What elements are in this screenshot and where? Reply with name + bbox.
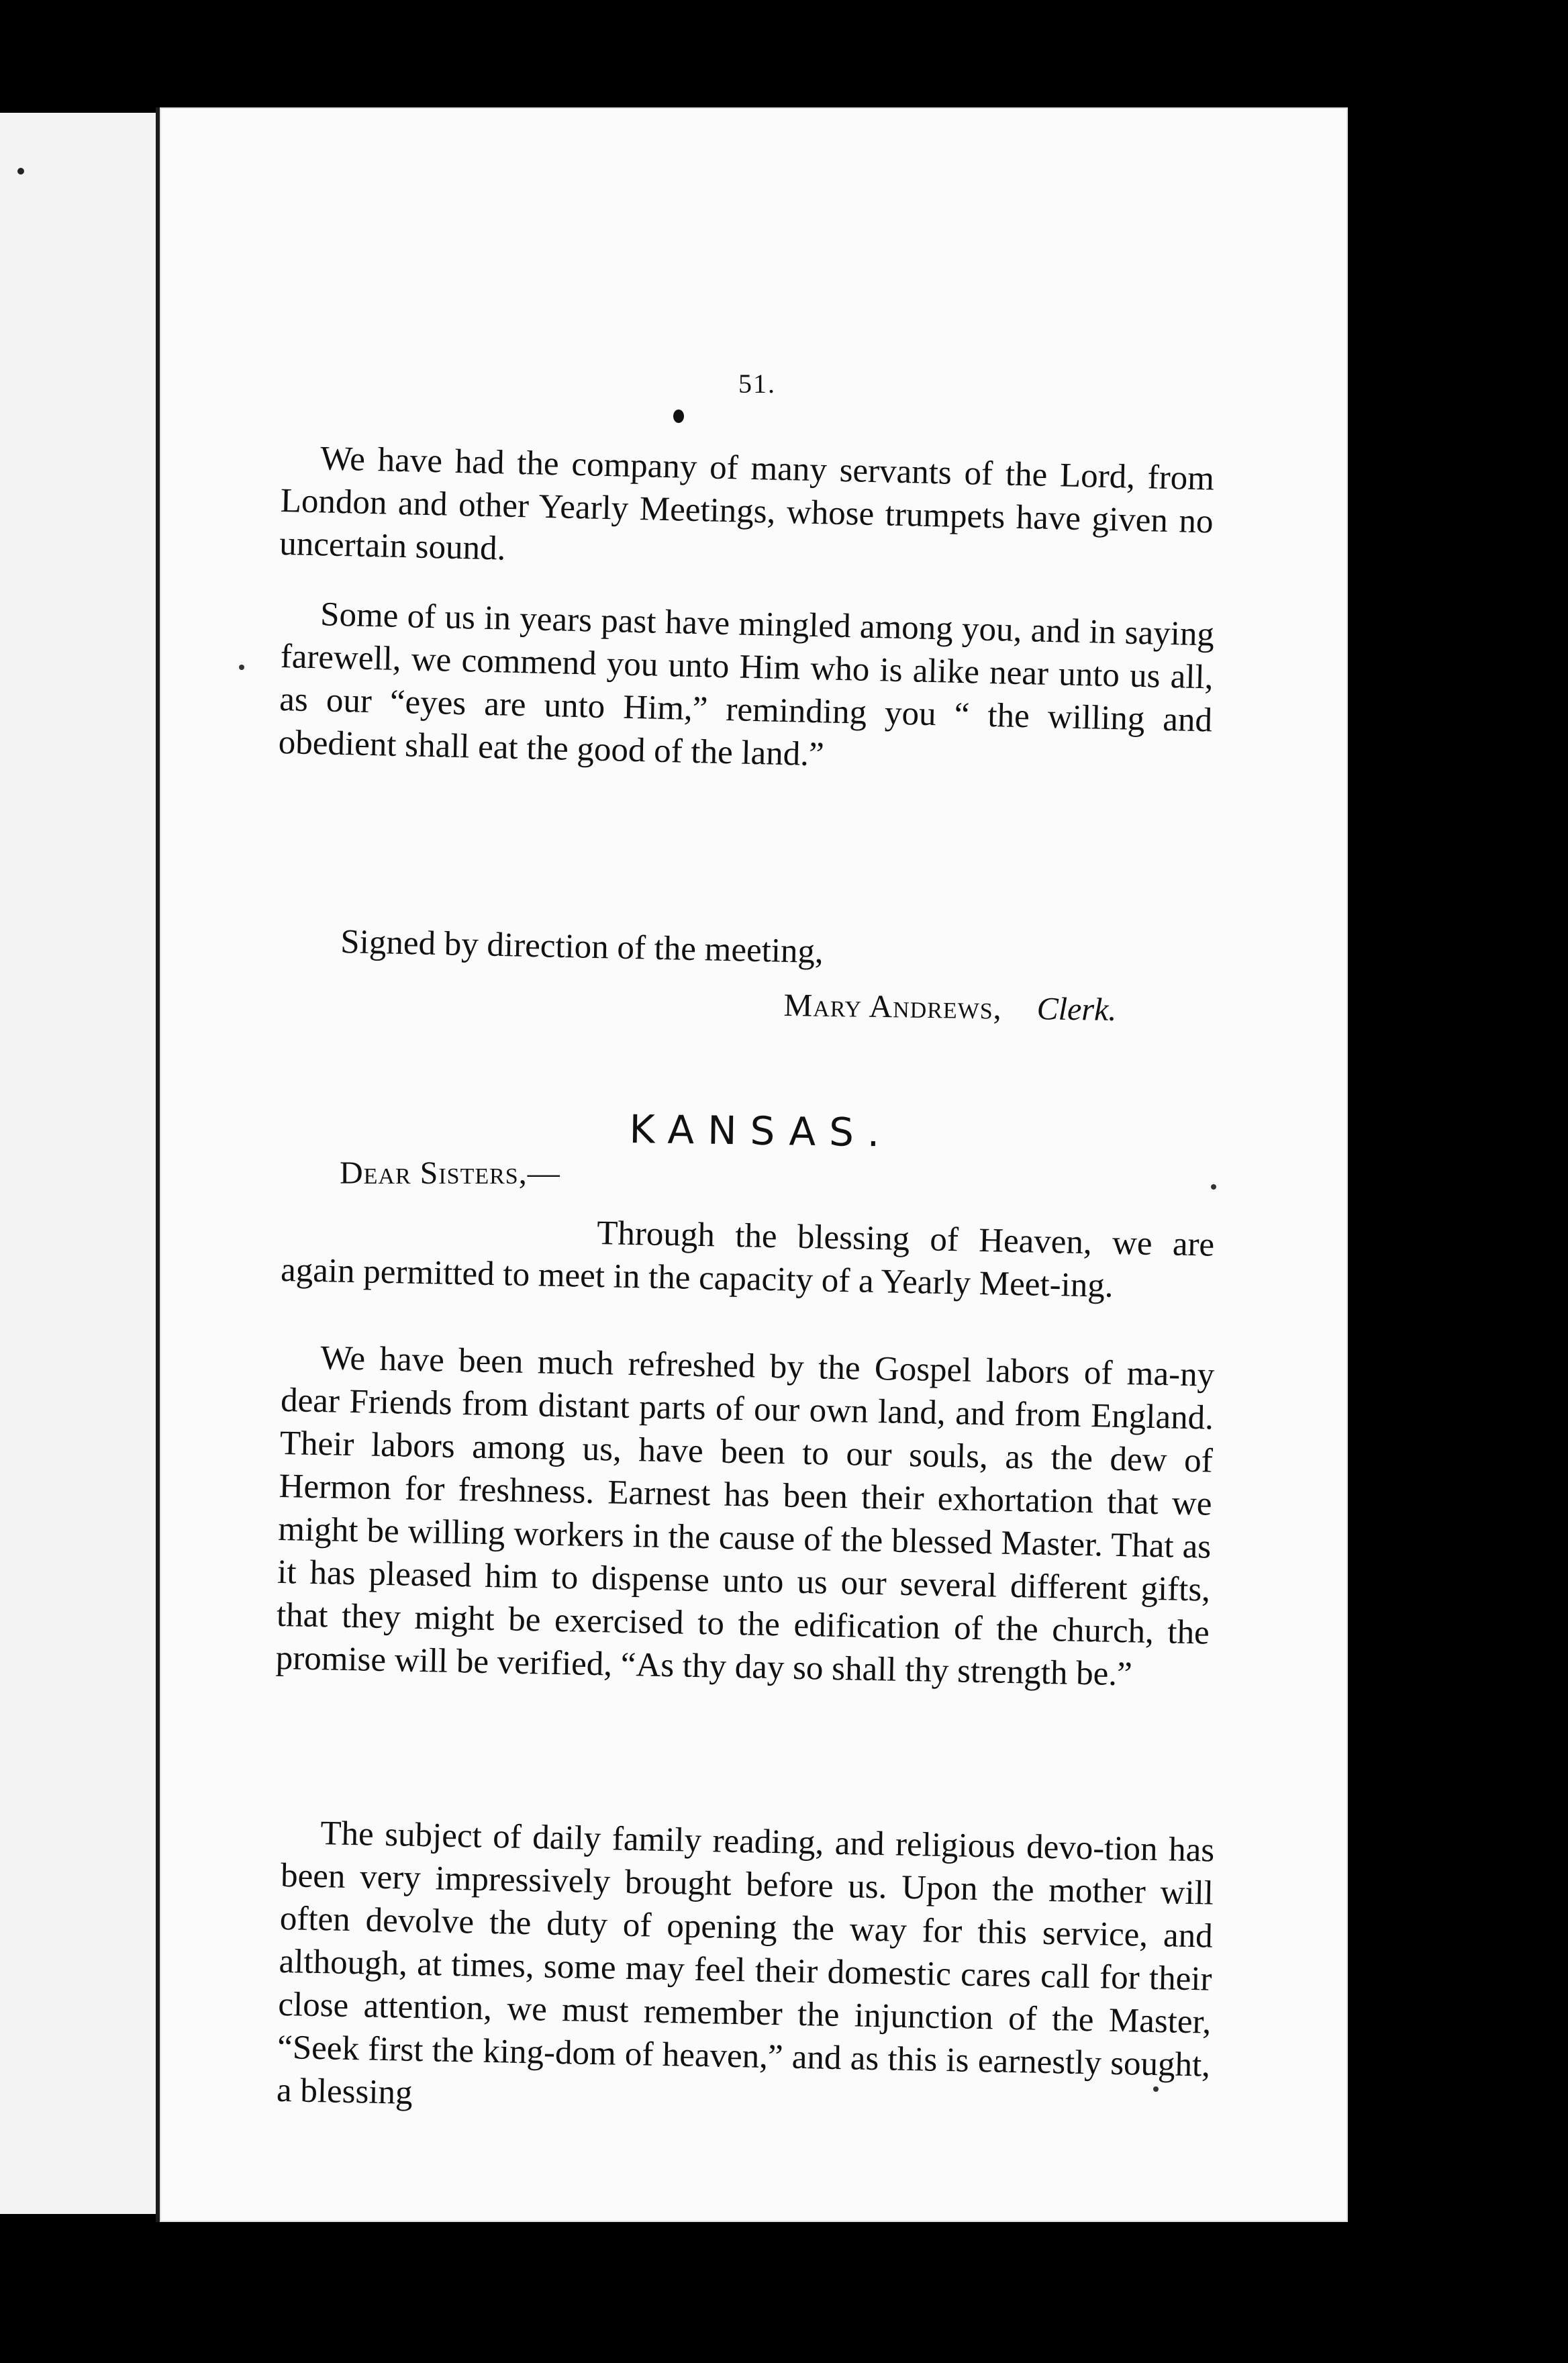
- signature-role: Clerk.: [1036, 991, 1117, 1028]
- body-paragraph-4: [275, 1336, 1215, 1698]
- page-number: 51.: [738, 369, 776, 399]
- section-heading: KANSAS.: [629, 1106, 893, 1156]
- paper-speck: [239, 665, 244, 670]
- paragraph-text: Some of us in years past have mingled among you, and in saying farewell, we commend you unto Him who is alike near unto us all, as our “eyes are unto Him,” reminding you “ the willing and obedient shall eat the good of the land.”: [278, 595, 1215, 774]
- paragraph-text: Through the blessing of Heaven, we are again permitted to meet in the capacity of a Yearly Meet-ing.: [280, 1214, 1215, 1305]
- paper-speck: [1153, 2086, 1159, 2092]
- ink-speck: [17, 168, 24, 175]
- body-paragraph-3: [281, 1206, 1215, 1310]
- paragraph-text: The subject of daily family reading, and religious devo-tion has been very impressively brought before us. Upon the mother will often devolve the duty of opening the way for this service, and although, at times, some may feel their domestic cares call for their close attention, we must remember the injunction of the Master, “Seek first the king-dom of heaven,” and as this is earnestly sought, a blessing: [276, 1815, 1215, 2112]
- signature-name: Mary Andrews,: [783, 987, 1003, 1026]
- paragraph-text: We have had the company of many servants of the Lord, from London and other Yearly Meetings, whose trumpets have given no uncertain sound.: [279, 440, 1215, 568]
- body-paragraph-2: [278, 592, 1214, 785]
- book-page: [156, 107, 1348, 2222]
- signature: [783, 987, 1117, 1028]
- body-paragraph-5: [276, 1811, 1214, 2130]
- salutation: Dear Sisters,—: [340, 1155, 560, 1191]
- facing-page-edge: [0, 113, 162, 2214]
- paragraph-text: We have been much refreshed by the Gospel labors of ma-ny dear Friends from distant parts of our own land, and from England. Their labors among us, have been to our souls, as the dew of Hermon for freshness. Earnest has been their exhortation that we might be willing workers in the cause of the blessed Master. That as it has pleased him to dispense unto us our several different gifts, that they might be exercised to the edification of the church, the promise will be verified, “As thy day so shall thy strength be.”: [275, 1339, 1215, 1694]
- ornament-dot: [673, 409, 684, 423]
- body-paragraph-1: [279, 436, 1215, 586]
- signed-line: Signed by direction of the meeting,: [340, 922, 824, 971]
- paper-speck: [1211, 1184, 1216, 1190]
